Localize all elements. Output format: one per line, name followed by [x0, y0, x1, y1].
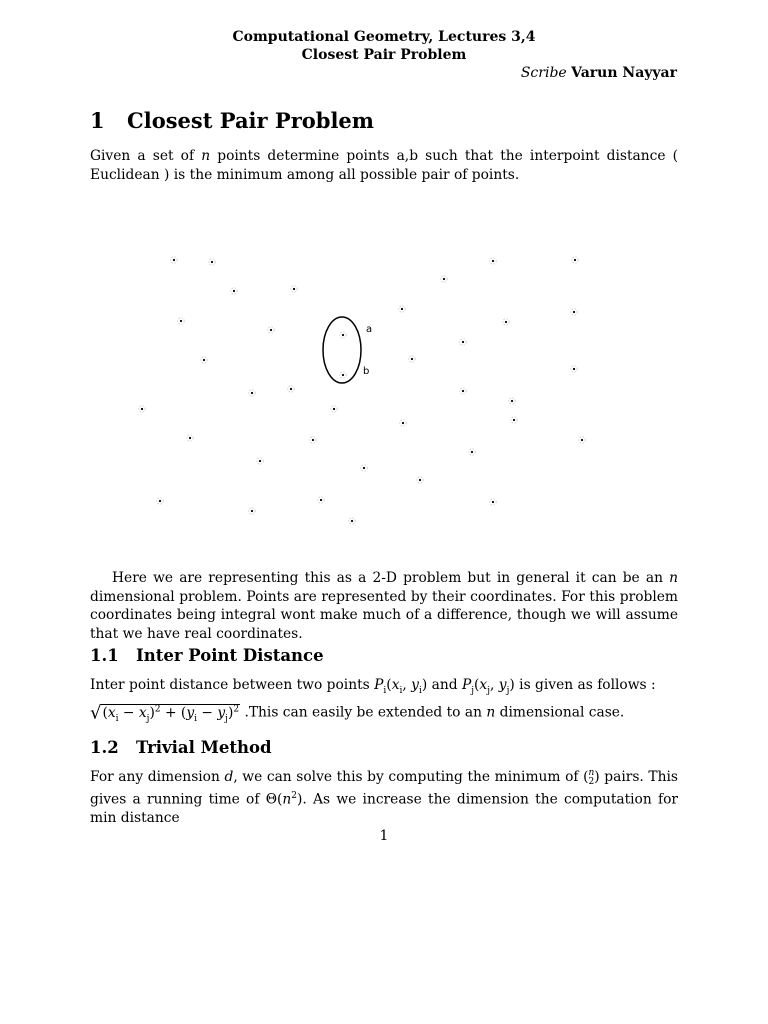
figure-point	[363, 467, 365, 469]
section-1-2-heading	[90, 738, 272, 757]
figure-point	[211, 261, 213, 263]
math-d: d	[224, 769, 234, 785]
scribe-role: Scribe	[520, 65, 567, 81]
text-run: points determine points a,b such that the interpoint distance ( Euclidean ) is the minimum among all possible pair of points.	[90, 148, 679, 183]
label-b: b	[363, 366, 370, 377]
section-1-1-heading	[90, 646, 324, 665]
text-run: , we can solve this by computing the minimum of	[233, 769, 584, 785]
figure-point	[141, 408, 143, 410]
figure-point	[511, 400, 513, 402]
figure-point	[402, 422, 404, 424]
text-run: and	[427, 677, 462, 693]
figure-point	[401, 308, 403, 310]
figure-point	[180, 320, 182, 322]
intro-paragraph	[90, 147, 678, 184]
text-run: .This can easily be extended to an	[240, 704, 487, 721]
document-title: Computational Geometry, Lectures 3,4	[232, 29, 536, 45]
figure-point	[293, 288, 295, 290]
figure-point	[270, 329, 272, 331]
figure-point	[251, 510, 253, 512]
figure-point	[312, 439, 314, 441]
text-run: is given as follows :	[514, 677, 656, 693]
figure-point	[203, 359, 205, 361]
text-run: For any dimension	[90, 769, 225, 785]
figure-point	[233, 290, 235, 292]
figure-point	[581, 439, 583, 441]
section-title: Trivial Method	[136, 738, 272, 757]
figure-point	[443, 278, 445, 280]
figure-point	[505, 321, 507, 323]
text-run: pairs. This gives a running time of Θ(	[90, 769, 678, 808]
section-title: Closest Pair Problem	[127, 108, 375, 133]
text-run: dimensional problem. Points are represented by their coordinates. For this problem coordinates being integral wont make much of a difference, though we will assume that we have real coordinates.	[90, 588, 678, 642]
document-subtitle: Closest Pair Problem	[301, 47, 467, 63]
text-run: Inter point distance between two points	[90, 677, 375, 693]
page-number: 1	[379, 828, 389, 844]
distance-formula: $√(x_i - x_j)^2 + (y_i - y_j)^2$	[90, 702, 240, 724]
trivial-method-paragraph: For any dimension d, we can solve this by computing the minimum of (n 2) pairs. This gives a running time of $\Theta(n^2)$. As we increase the dimension the computation for min distance	[90, 767, 678, 826]
math-n: n	[282, 791, 292, 808]
label-a: a	[366, 324, 373, 335]
point-set-figure	[130, 245, 600, 535]
figure-point	[492, 501, 494, 503]
figure-point	[471, 451, 473, 453]
figure-point	[351, 520, 353, 522]
scribe-name: Varun Nayyar	[571, 65, 677, 81]
distance-paragraph: Inter point distance between two points $P_i(x_i$, $y_i$) and $P_j(x_j$, $y_j$) is given as follows : $√(x_i - x_j)^2 + (y_i - y_j)^2$ .This can easily be extended to an n dimensional case.	[90, 676, 678, 728]
text-run: Here we are representing this as a 2-D problem but in general it can be an	[112, 570, 670, 586]
math-n: n	[201, 148, 211, 164]
point-group	[139, 257, 585, 524]
figure-point	[342, 374, 344, 376]
figure-point	[573, 311, 575, 313]
section-1-heading	[90, 108, 374, 133]
section-number: 1.2	[90, 738, 119, 757]
figure-point	[159, 500, 161, 502]
closest-pair-ellipse	[323, 317, 361, 383]
section-title: Inter Point Distance	[136, 646, 324, 665]
scribe-line	[521, 65, 677, 81]
math-n: n	[669, 570, 678, 586]
figure-point	[492, 260, 494, 262]
figure-point	[342, 334, 344, 336]
figure-point	[320, 499, 322, 501]
figure-point	[574, 259, 576, 261]
figure-point	[411, 358, 413, 360]
text-run: Given a set of	[90, 148, 202, 164]
figure-point	[419, 479, 421, 481]
section-number: 1	[90, 108, 105, 133]
text-run: dimensional case.	[495, 704, 625, 721]
figure-point	[333, 408, 335, 410]
math-n: n	[486, 704, 496, 721]
figure-point	[462, 341, 464, 343]
figure-point	[251, 392, 253, 394]
section-number: 1.1	[90, 646, 119, 665]
figure-point	[462, 390, 464, 392]
figure-point	[173, 259, 175, 261]
representation-paragraph	[90, 569, 678, 643]
text-run: ). As we increase the dimension the computation for min distance	[90, 791, 678, 826]
figure-point	[573, 368, 575, 370]
binomial-n-choose-2: (n 2)	[583, 767, 600, 787]
figure-point	[513, 419, 515, 421]
figure-point	[189, 437, 191, 439]
figure-point	[259, 460, 261, 462]
figure-point	[290, 388, 292, 390]
